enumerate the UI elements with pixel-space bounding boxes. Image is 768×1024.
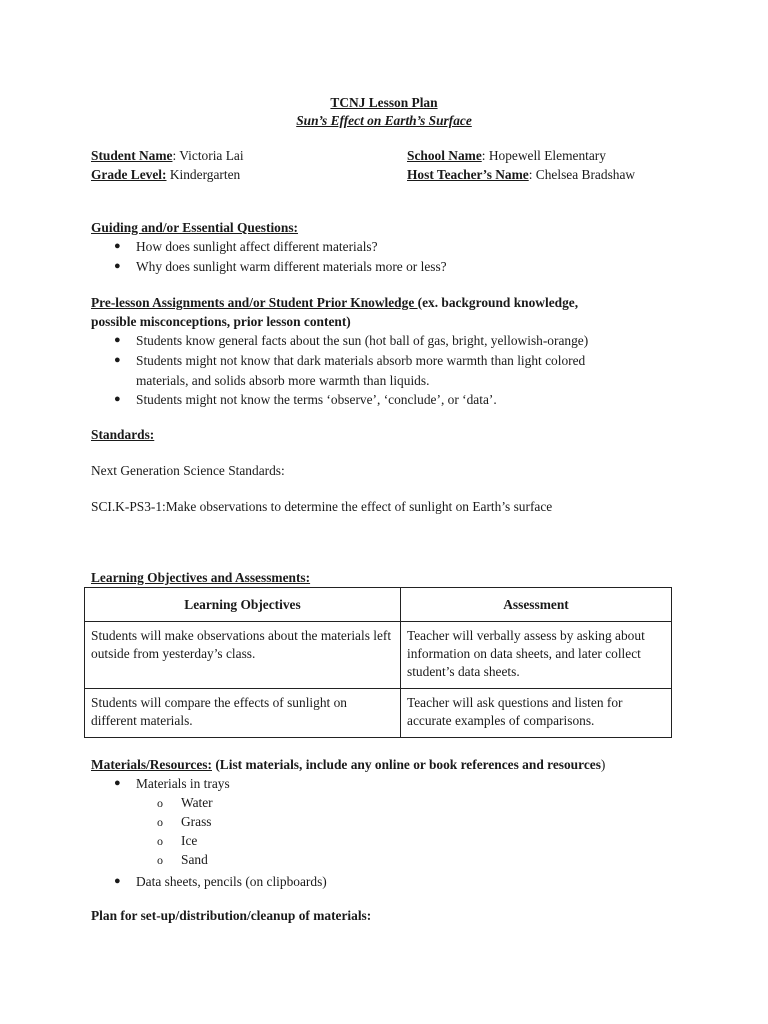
student-name-value: : Victoria Lai — [172, 148, 244, 163]
prelesson-item-cont: materials, and solids absorb more warmth than liquids. — [136, 373, 430, 388]
assessment-cell: Teacher will verbally assess by asking about information on data sheets, and later collect student’s data sheets. — [401, 622, 672, 689]
materials-item: Materials in trays — [136, 776, 230, 791]
grade-level-line — [91, 167, 240, 183]
bullet-icon: ● — [114, 875, 121, 887]
guiding-item: How does sunlight affect different materials? — [136, 239, 378, 254]
prelesson-heading-rest: (ex. background knowledge, — [417, 295, 579, 310]
school-name-line — [407, 148, 606, 164]
prelesson-item: Students know general facts about the sun (hot ball of gas, bright, yellowish-orange) — [136, 333, 589, 348]
prelesson-item: Students might not know that dark materials absorb more warmth than light colored — [136, 353, 586, 368]
student-name-line — [91, 148, 244, 164]
circle-bullet-icon: o — [157, 834, 163, 848]
school-name-label: School Name — [407, 148, 482, 163]
bullet-icon: ● — [114, 777, 121, 789]
materials-heading — [91, 757, 605, 773]
assessment-cell: Teacher will ask questions and listen for accurate examples of comparisons. — [401, 689, 672, 738]
materials-item: Data sheets, pencils (on clipboards) — [136, 874, 327, 889]
guiding-item: Why does sunlight warm different materials more or less? — [136, 259, 447, 274]
materials-subitem: Grass — [181, 814, 212, 829]
table-header-row — [85, 588, 672, 622]
standard-code: SCI.K-PS3-1:Make observations to determine the effect of sunlight on Earth’s surface — [91, 499, 553, 514]
bullet-icon: ● — [114, 334, 121, 346]
circle-bullet-icon: o — [157, 815, 163, 829]
host-teacher-value: : Chelsea Bradshaw — [528, 167, 636, 182]
materials-subitem: Water — [181, 795, 213, 810]
prelesson-heading-line2: possible misconceptions, prior lesson content) — [91, 314, 351, 329]
page-title: TCNJ Lesson Plan — [330, 95, 438, 110]
grade-level-label: Grade Level: — [91, 167, 167, 182]
page-subtitle: Sun’s Effect on Earth’s Surface — [296, 113, 472, 128]
materials-heading-end: ) — [600, 757, 606, 772]
bullet-icon: ● — [114, 240, 121, 252]
standards-heading: Standards: — [91, 427, 155, 442]
host-teacher-line — [407, 167, 635, 183]
student-name-label: Student Name — [91, 148, 173, 163]
bullet-icon: ● — [114, 354, 121, 366]
objective-cell: Students will make observations about the materials left outside from yesterday’s class. — [85, 622, 401, 689]
prelesson-heading — [91, 295, 578, 311]
column-header-objectives: Learning Objectives — [85, 588, 401, 622]
objective-cell: Students will compare the effects of sunlight on different materials. — [85, 689, 401, 738]
prelesson-item: Students might not know the terms ‘observe’, ‘conclude’, or ‘data’. — [136, 392, 497, 407]
ngss-label: Next Generation Science Standards: — [91, 463, 285, 478]
circle-bullet-icon: o — [157, 853, 163, 867]
objectives-heading: Learning Objectives and Assessments: — [91, 570, 311, 585]
circle-bullet-icon: o — [157, 796, 163, 810]
grade-level-value: Kindergarten — [166, 167, 241, 182]
materials-subitem: Sand — [181, 852, 208, 867]
prelesson-heading-underlined: Pre-lesson Assignments and/or Student Prior Knowledge — [91, 295, 418, 310]
host-teacher-label: Host Teacher’s Name — [407, 167, 529, 182]
materials-heading-rest: (List materials, include any online or book references and resources — [211, 757, 601, 772]
bullet-icon: ● — [114, 260, 121, 272]
table-row — [85, 689, 672, 738]
bullet-icon: ● — [114, 393, 121, 405]
guiding-heading: Guiding and/or Essential Questions: — [91, 220, 298, 235]
materials-heading-label: Materials/Resources: — [91, 757, 212, 772]
objectives-table — [84, 587, 672, 738]
school-name-value: : Hopewell Elementary — [481, 148, 606, 163]
setup-heading: Plan for set-up/distribution/cleanup of materials: — [91, 908, 372, 923]
materials-subitem: Ice — [181, 833, 198, 848]
table-row — [85, 622, 672, 689]
column-header-assessment: Assessment — [401, 588, 672, 622]
